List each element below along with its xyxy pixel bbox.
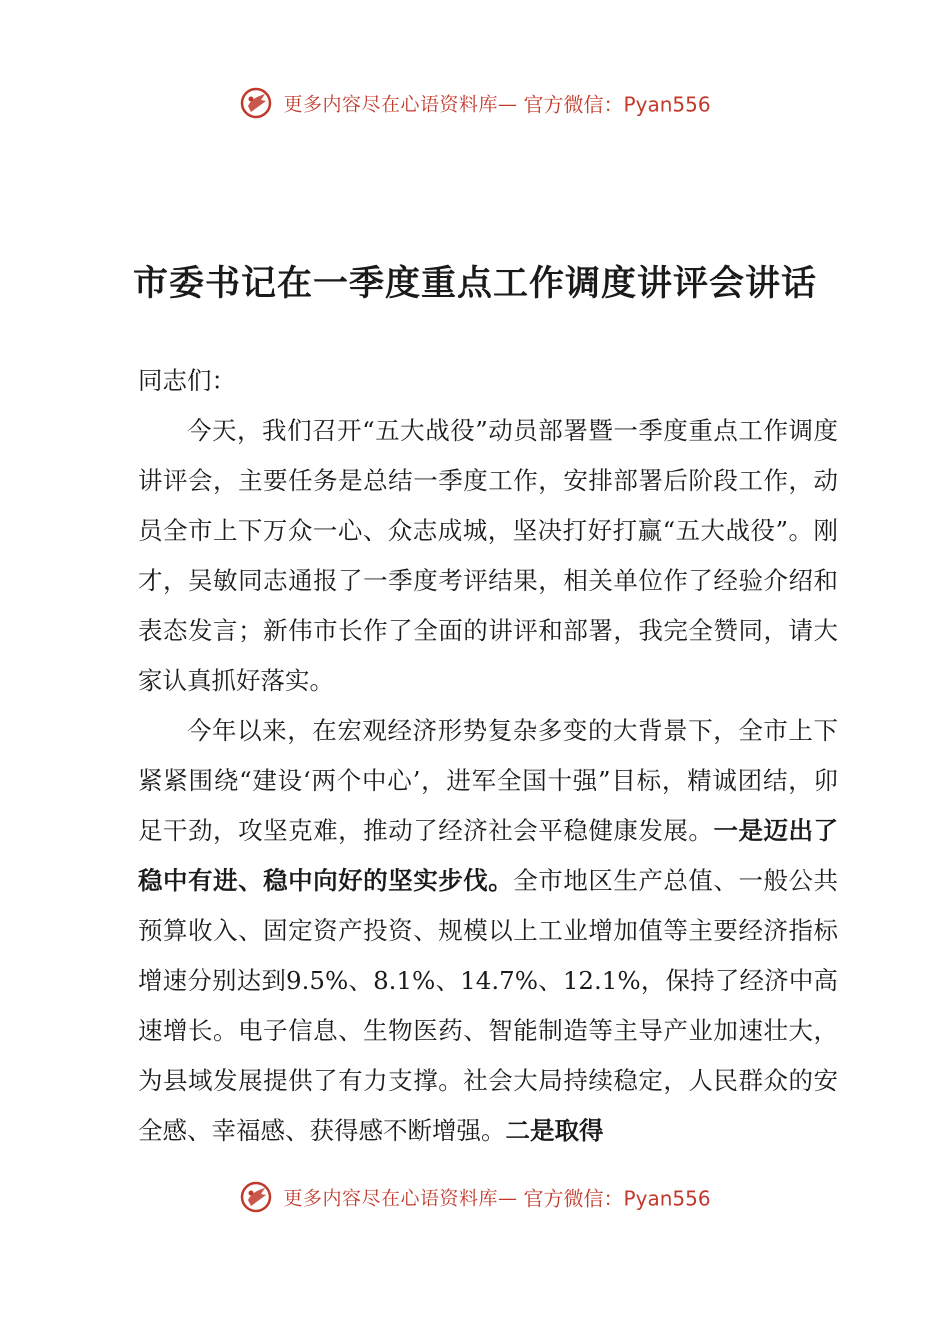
header-watermark <box>0 86 950 120</box>
document-body <box>138 356 838 1156</box>
point-1-heading: 一是迈出了稳中有进、稳中向好的坚实步伐。 <box>138 816 839 895</box>
point-1-text: 全市地区生产总值、一般公共预算收入、固定资产投资、规模以上工业增加值等主要经济指标增速分别达到9.5%、8.1%、14.7%、12.1%，保持了经济中高速增长。电子信息、生物医药、智能制造等主导产业加速壮大，为县域发展提供了有力支撑。社会大局持续稳定，人民群众的安全感、幸福感、获得感不断增强。 <box>138 866 839 1145</box>
footer-watermark <box>0 1180 950 1214</box>
logo-seal-icon <box>239 86 273 120</box>
paragraph-2 <box>138 706 838 1156</box>
point-2-heading: 二是取得 <box>505 1116 604 1145</box>
header-brand-text: 更多内容尽在心语资料库— <box>283 93 518 116</box>
footer-wechat-text: 官方微信：Pyan556 <box>523 1186 711 1211</box>
document-title: 市委书记在一季度重点工作调度讲评会讲话 <box>132 264 817 304</box>
header-wechat-text: 官方微信：Pyan556 <box>523 92 711 117</box>
paragraph-1: 今天，我们召开“五大战役”动员部署暨一季度重点工作调度讲评会，主要任务是总结一季度工作，安排部署后阶段工作，动员全市上下万众一心、众志成城，坚决打好打赢“五大战役”。刚才，吴敏同志通报了一季度考评结果，相关单位作了经验介绍和表态发言；新伟市长作了全面的讲评和部署，我完全赞同，请大家认真抓好落实。 <box>138 416 838 695</box>
salutation: 同志们： <box>138 366 236 395</box>
logo-seal-icon <box>239 1180 273 1214</box>
footer-brand-text: 更多内容尽在心语资料库— <box>283 1187 518 1210</box>
paragraph-2-intro: 今年以来，在宏观经济形势复杂多变的大背景下，全市上下紧紧围绕“建设‘两个中心’，进军全国十强”目标，精诚团结，卯足干劲，攻坚克难，推动了经济社会平稳健康发展。 <box>138 716 838 845</box>
